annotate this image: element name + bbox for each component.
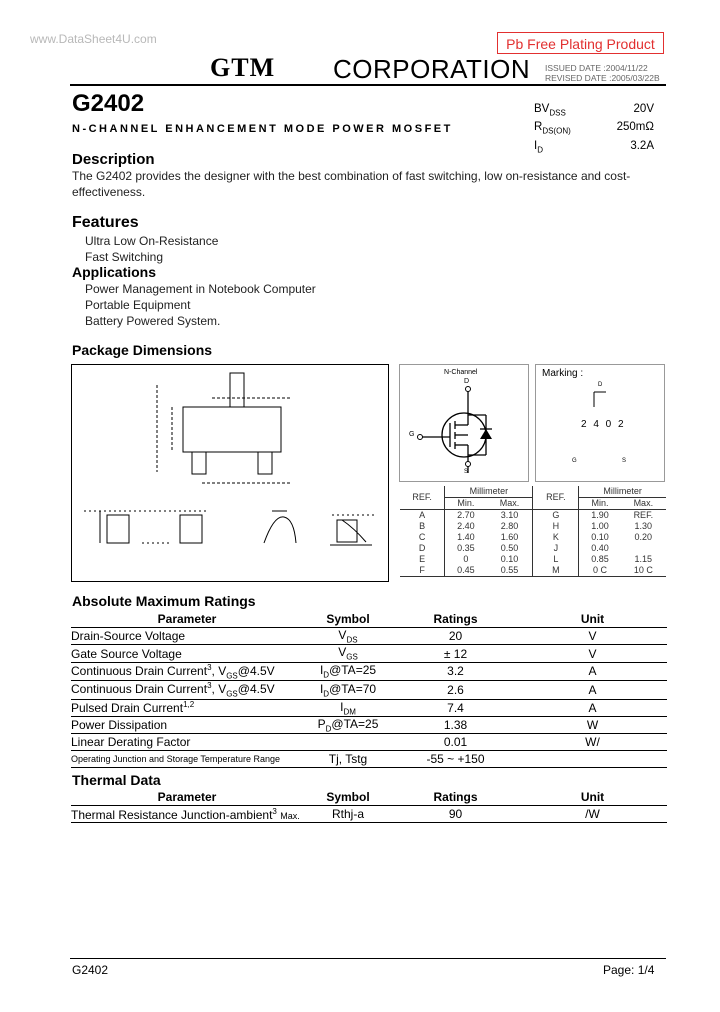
max-header: Max.: [487, 498, 533, 510]
thermal-heading: Thermal Data: [72, 772, 161, 788]
table-header-row: [400, 486, 666, 498]
features-heading: Features: [72, 214, 139, 231]
table-row: Power Dissipation $P_D@TA=25$ 1.38 W: [71, 716, 667, 733]
pin-d-label: D: [464, 378, 470, 385]
issued-date: ISSUED DATE :2004/11/22: [545, 63, 648, 73]
table-header-row: Parameter Symbol Ratings Unit: [71, 611, 667, 628]
table-row: Pulsed Drain Current$^{1,2}$ $I_{DM}$ 7.4 A: [71, 699, 667, 716]
table-row: Continuous Drain Current$^3$, $V_{GS}@4.5V$ $I_D@TA=70$ 2.6 A: [71, 681, 667, 699]
list-item: Power Management in Notebook Computer: [85, 282, 316, 296]
package-heading: Package Dimensions: [72, 342, 213, 358]
table-row: Operating Junction and Storage Temperature Range Tj, Tstg -55 ~ +150: [71, 751, 667, 768]
list-item: Ultra Low On-Resistance: [85, 234, 219, 248]
table-row: Linear Derating Factor 0.01 W/: [71, 734, 667, 751]
company-name: CORPORATION: [333, 54, 531, 84]
pin-g-label: G: [409, 431, 415, 438]
marking-g-label: G: [572, 458, 577, 464]
marking-code: 2 4 0 2: [581, 419, 626, 430]
table-header-row: Parameter Symbol Ratings Unit: [71, 789, 667, 806]
footer-page-number: Page: 1/4: [603, 963, 655, 977]
applications-heading: Applications: [72, 264, 157, 280]
spec-row: $I_D$ 3.2A: [534, 139, 654, 154]
abs-max-heading: Absolute Maximum Ratings: [72, 593, 256, 609]
description-text: The G2402 provides the designer with the best combination of fast switching, low on-resistance and cost-effectiveness.: [72, 169, 631, 199]
part-number: G2402: [72, 90, 145, 117]
list-item: Fast Switching: [85, 250, 164, 264]
company-logo-gtm: GTM: [210, 53, 276, 82]
max-header: Max.: [621, 498, 666, 510]
marking-s-label: S: [622, 458, 627, 464]
watermark-text: www.DataSheet4U.com: [30, 32, 157, 46]
pin-s-label: S: [464, 469, 469, 475]
dimensions-table: [400, 486, 666, 577]
table-row: E 0 0.10 L 0.85 1.15: [419, 554, 653, 564]
list-item: Portable Equipment: [85, 298, 191, 312]
key-specs: [534, 102, 654, 157]
marking-d-label: D: [598, 382, 603, 388]
list-item: Battery Powered System.: [85, 314, 221, 328]
min-header: Min.: [445, 498, 487, 510]
spec-row: $R_{DS(ON)}$ 250mΩ: [534, 121, 654, 136]
table-row: Thermal Resistance Junction-ambient$^3$ Max. Rthj-a 90 /W: [71, 806, 667, 823]
marking-label: Marking :: [542, 368, 584, 379]
issue-dates: [545, 63, 660, 83]
package-outline-drawing: [72, 365, 390, 583]
pb-free-badge: Pb Free Plating Product: [497, 32, 664, 54]
table-row: D 0.35 0.50 J 0.40: [400, 543, 666, 554]
table-row: Drain-Source Voltage $V_{DS}$ 20 V: [71, 628, 667, 645]
table-row: Continuous Drain Current$^3$, $V_{GS}@4.5V$ $I_D@TA=25$ 3.2 A: [71, 662, 667, 680]
marking-diagram: [535, 364, 665, 482]
features-list: [85, 233, 218, 265]
table-row: F 0.45 0.55 M 0 C 10 C: [400, 565, 666, 577]
description-heading: Description: [72, 151, 155, 168]
mm-header: Millimeter: [579, 486, 666, 498]
ref-header: REF.: [533, 486, 579, 510]
package-drawing: [71, 364, 389, 582]
footer-part-number: G2402: [72, 963, 109, 977]
min-header: Min.: [579, 498, 621, 510]
spec-row: $BV_{DSS}$ 20V: [534, 103, 654, 118]
marking-pin-outline: [591, 391, 611, 411]
part-subtitle: N-CHANNEL ENHANCEMENT MODE POWER MOSFET: [72, 123, 453, 135]
table-row: C 1.40 1.60 K 0.10 0.20: [418, 532, 653, 542]
ref-header: REF.: [400, 486, 445, 510]
mm-header: Millimeter: [445, 486, 533, 498]
footer-divider: [70, 958, 666, 959]
table-row: Gate Source Voltage $V_{GS}$ ± 12 V: [71, 645, 667, 662]
header-divider: [70, 84, 666, 86]
revised-date: REVISED DATE :2005/03/22B: [545, 73, 660, 83]
thermal-table: [71, 789, 667, 823]
table-row: A 2.70 3.10 G 1.90 REF.: [419, 510, 654, 520]
applications-list: [85, 281, 316, 329]
abs-max-table: [71, 611, 667, 768]
circuit-diagram: [399, 364, 529, 482]
circuit-label: N-Channel: [444, 369, 478, 376]
table-row: B 2.40 2.80 H 1.00 1.30: [419, 521, 653, 531]
